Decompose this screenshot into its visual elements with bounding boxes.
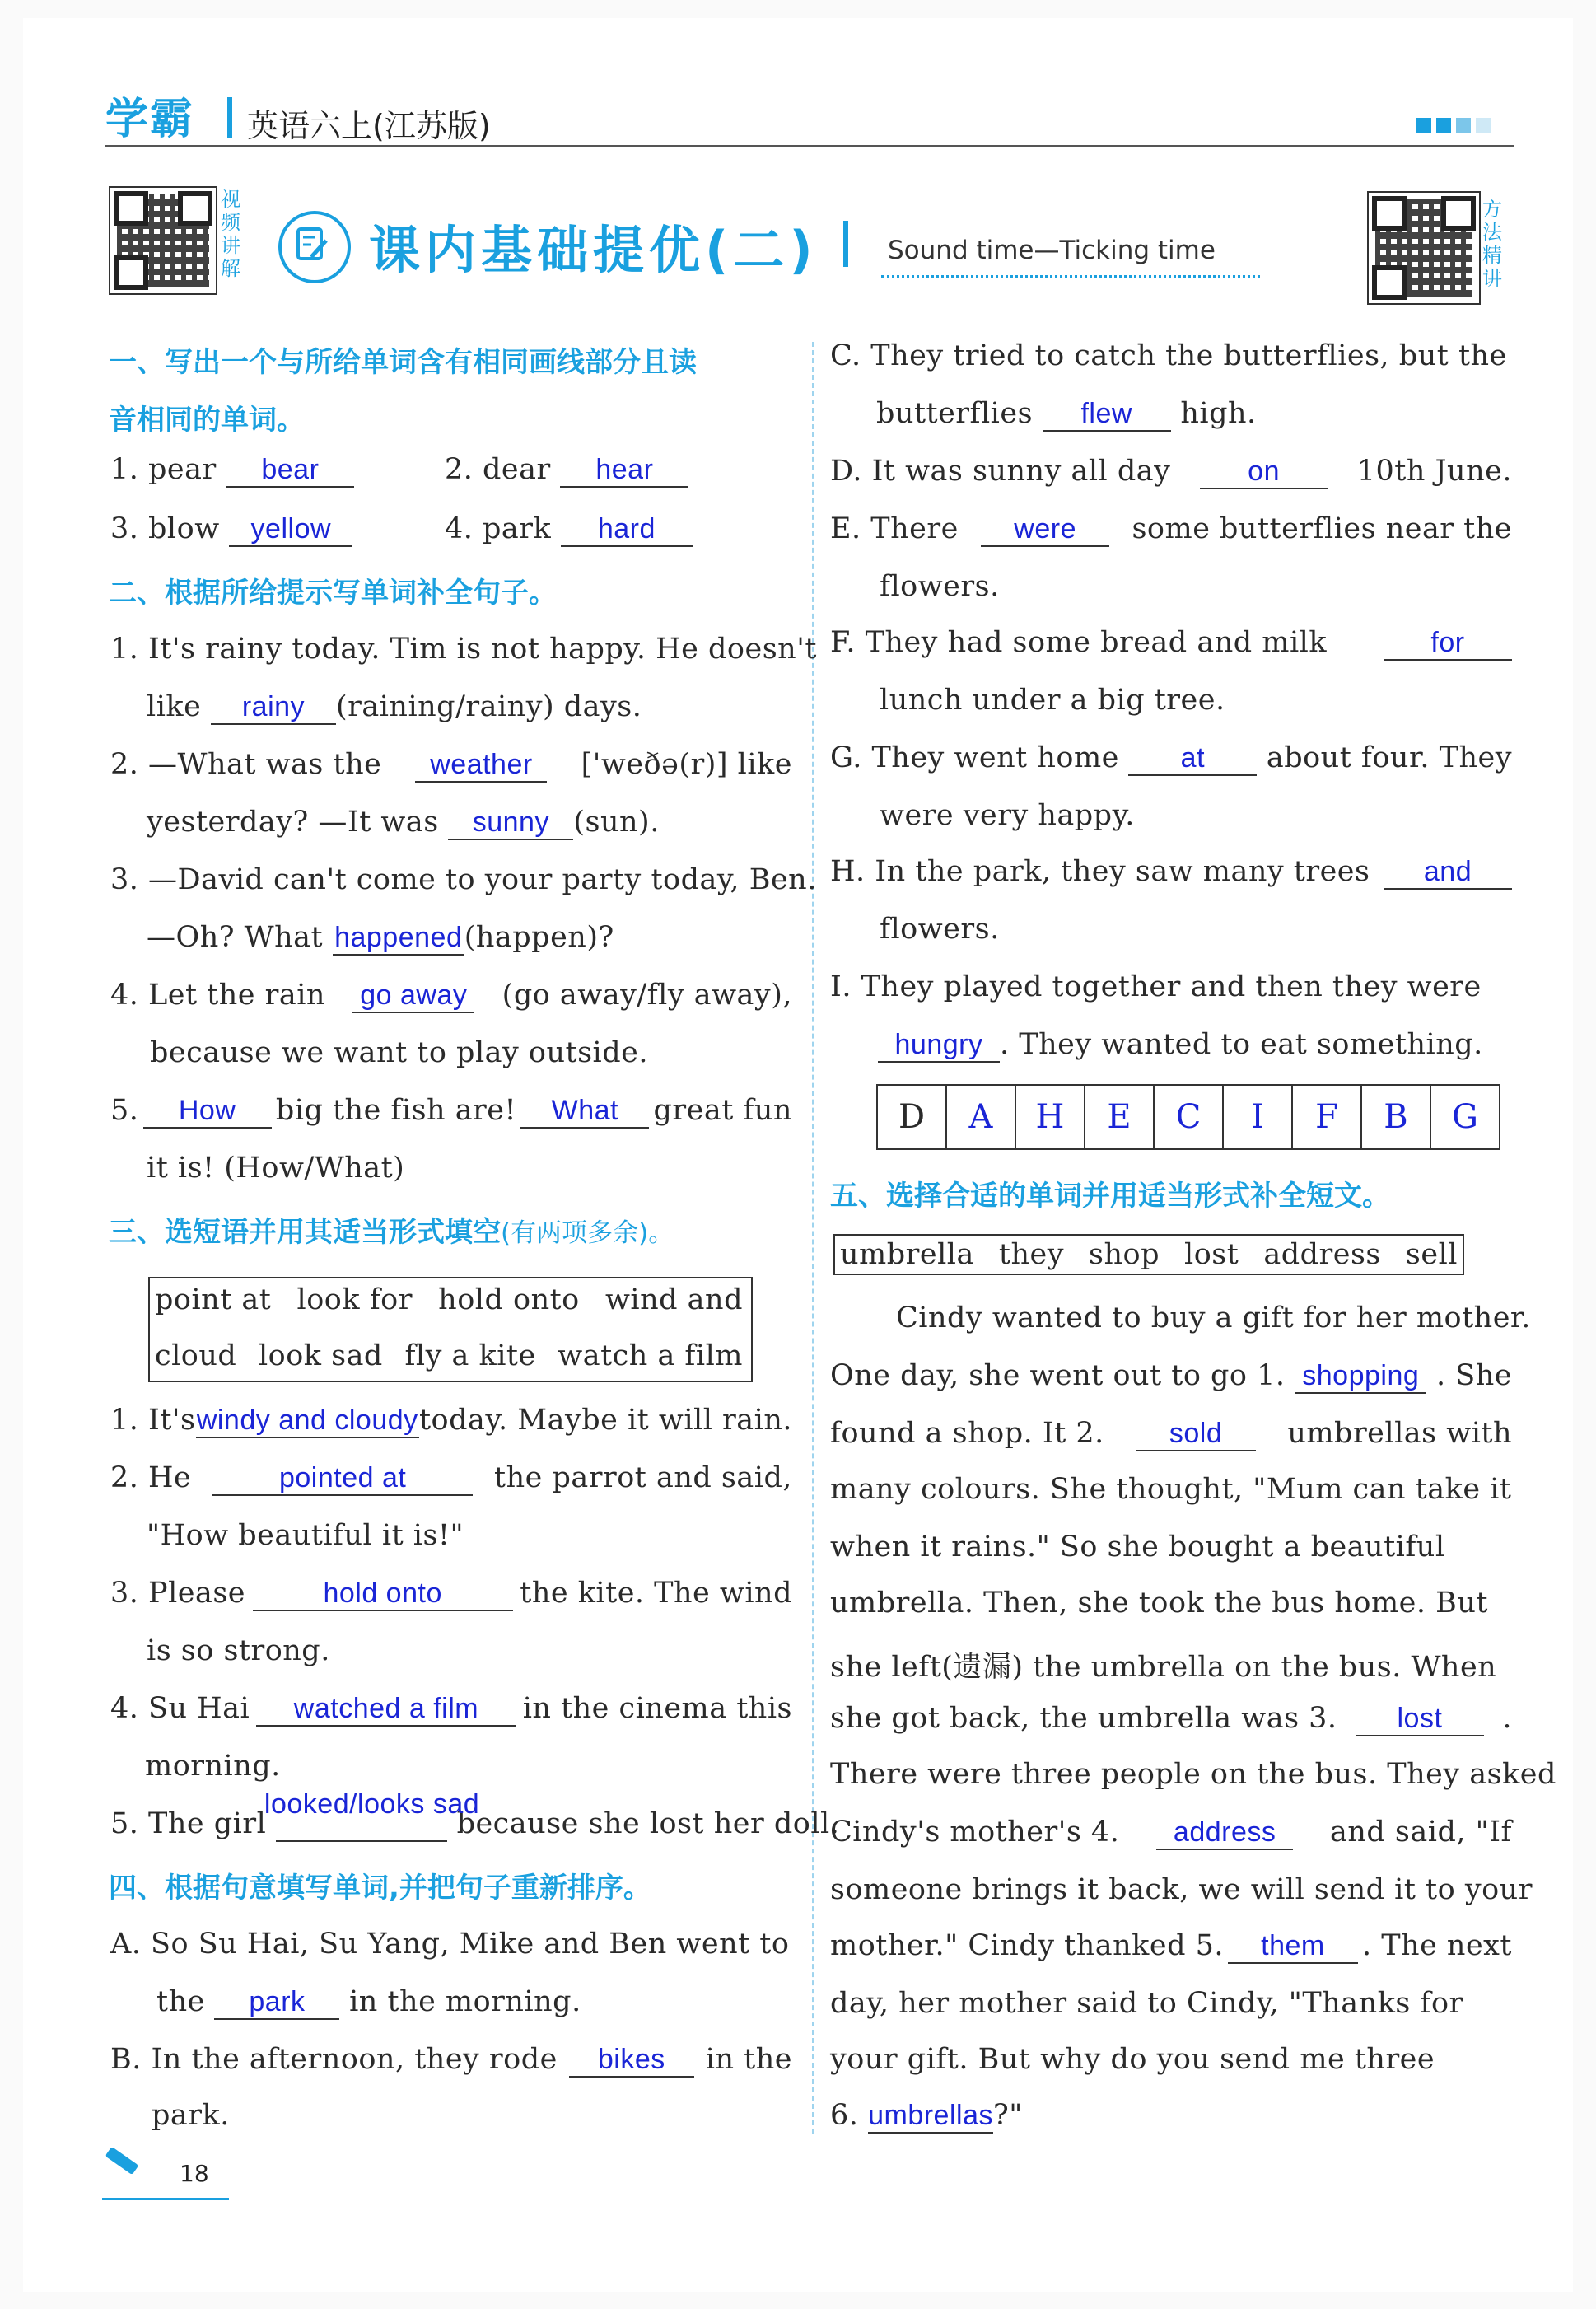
passage-line: when it rains." So she bought a beautiful <box>830 1531 1445 1563</box>
s2-q3-line1: 3. —David can't come to your party today, Ben. <box>110 863 817 896</box>
passage-line: umbrella. Then, she took the bus home. But <box>830 1587 1488 1620</box>
section-5-title: 五、选择合适的单词并用适当形式补全短文。 <box>830 1180 1390 1213</box>
answer-blank[interactable]: hold onto <box>253 1577 513 1611</box>
lesson-title: 课内基础提优(二) <box>369 220 818 280</box>
header-square-icon <box>1456 118 1471 133</box>
passage-line: 6. umbrellas?" <box>830 2099 1023 2132</box>
answer-blank[interactable]: and <box>1384 855 1512 890</box>
order-cell[interactable]: G <box>1430 1086 1499 1148</box>
s4-G-line2: were very happy. <box>880 799 1135 832</box>
title-dotted-line <box>881 275 1260 278</box>
s3-q2-line2: "How beautiful it is!" <box>147 1519 464 1552</box>
header-square-icon <box>1416 118 1431 133</box>
s4-H-line1: H. In the park, they saw many trees and <box>830 855 1512 890</box>
answer-blank[interactable]: hard <box>561 512 693 547</box>
s2-q3-line2: —Oh? What happened(happen)? <box>147 921 614 954</box>
s3-q2: 2. He pointed at the parrot and said, <box>110 1461 792 1494</box>
s2-q5-line2: it is! (How/What) <box>147 1152 405 1185</box>
answer-blank[interactable]: bikes <box>569 2043 694 2078</box>
order-cell[interactable]: F <box>1291 1086 1360 1148</box>
answer-blank[interactable]: sunny <box>448 806 573 840</box>
passage-line: your gift. But why do you send me three <box>830 2043 1435 2076</box>
title-divider <box>843 221 848 267</box>
word-box: umbrella they shop lost address sell <box>833 1234 1464 1275</box>
qr-label-right: 方法精讲 <box>1482 198 1502 290</box>
s3-q1: 1. It's windy and cloudy today. Maybe it will rain. <box>110 1404 792 1437</box>
answer-blank[interactable]: flew <box>1043 397 1171 432</box>
s3-q3-line2: is so strong. <box>147 1634 330 1667</box>
s2-q1-line2: like rainy (raining/rainy) days. <box>147 690 642 723</box>
book-title: 英语六上(江苏版) <box>247 108 491 144</box>
answer-blank[interactable]: lost <box>1356 1702 1484 1736</box>
footer-rule <box>102 2198 229 2200</box>
answer-blank[interactable]: bear <box>226 453 354 488</box>
passage-line: found a shop. It 2. sold umbrellas with <box>830 1417 1512 1450</box>
order-answer-box <box>876 1084 1500 1150</box>
qr-code-right[interactable] <box>1367 191 1481 305</box>
s4-A-line2: the park in the morning. <box>156 1985 581 2018</box>
answer-blank[interactable]: were <box>981 512 1109 547</box>
phrase-row: point at look for hold onto wind and <box>155 1283 743 1316</box>
passage-line: many colours. She thought, "Mum can take it <box>830 1473 1512 1506</box>
s1-q1: 1. pear bear <box>110 453 354 488</box>
section-4-title: 四、根据句意填写单词,并把句子重新排序。 <box>109 1872 651 1905</box>
passage-line: she left(遗漏) the umbrella on the bus. When <box>830 1651 1497 1684</box>
s4-C-line2: butterflies flew high. <box>876 397 1257 430</box>
header-square-icon <box>1476 118 1491 133</box>
answer-blank[interactable]: How <box>143 1094 272 1129</box>
page-number: 18 <box>180 2160 209 2187</box>
passage-line: she got back, the umbrella was 3. lost . <box>830 1702 1512 1735</box>
passage-line: There were three people on the bus. They asked <box>830 1758 1556 1791</box>
answer-blank[interactable]: park <box>214 1985 339 2020</box>
answer-blank[interactable]: them <box>1228 1929 1358 1964</box>
s4-G-line1: G. They went home at about four. They <box>830 741 1512 774</box>
section-1-title: 一、写出一个与所给单词含有相同画线部分且读 <box>109 346 697 379</box>
s3-q4: 4. Su Hai watched a film in the cinema this <box>110 1692 792 1725</box>
order-cell[interactable]: C <box>1153 1086 1222 1148</box>
answer-blank[interactable]: umbrellas <box>868 2099 993 2134</box>
answer-blank[interactable]: on <box>1200 455 1328 489</box>
passage-line: someone brings it back, we will send it to your <box>830 1873 1533 1906</box>
edit-icon <box>278 211 351 283</box>
answer-blank[interactable]: happened <box>333 921 464 956</box>
s1-q2: 2. dear hear <box>445 453 688 488</box>
passage-line: Cindy wanted to buy a gift for her mother. <box>896 1302 1531 1334</box>
s4-B-line1: B. In the afternoon, they rode bikes in the <box>110 2043 792 2076</box>
s2-q4-line1: 4. Let the rain go away (go away/fly away), <box>110 979 792 1012</box>
passage-line: One day, she went out to go 1. shopping . She <box>830 1359 1512 1392</box>
section-3-title: 三、选短语并用其适当形式填空(有两项多余)。 <box>109 1216 674 1249</box>
answer-blank[interactable]: yellow <box>229 512 352 547</box>
s2-q2-line1: 2. —What was the weather ['weðə(r)] like <box>110 748 792 781</box>
header-square-icon <box>1436 118 1451 133</box>
order-cell[interactable]: E <box>1084 1086 1153 1148</box>
section-1-title-cont: 音相同的单词。 <box>109 404 305 437</box>
answer-blank[interactable]: What <box>520 1094 649 1129</box>
s4-E-line2: flowers. <box>880 570 1000 603</box>
s4-H-line2: flowers. <box>880 913 1000 946</box>
brand-logo: 学霸 <box>105 95 195 144</box>
s4-C-line1: C. They tried to catch the butterflies, but the <box>830 339 1507 372</box>
answer-blank[interactable]: weather <box>415 748 547 783</box>
answer-blank[interactable]: go away <box>352 979 474 1013</box>
order-cell[interactable]: H <box>1015 1086 1084 1148</box>
answer-blank[interactable]: address <box>1156 1816 1293 1850</box>
answer-blank[interactable]: hungry <box>878 1028 1000 1063</box>
section-2-title: 二、根据所给提示写单词补全句子。 <box>109 577 557 610</box>
header-divider <box>227 97 232 138</box>
qr-code-left[interactable] <box>109 186 217 295</box>
s3-q3: 3. Please hold onto the kite. The wind <box>110 1577 792 1610</box>
answer-blank[interactable]: rainy <box>211 690 336 725</box>
s4-I-line2: hungry . They wanted to eat something. <box>878 1028 1483 1063</box>
answer-blank[interactable]: pointed at <box>212 1461 473 1496</box>
answer-blank[interactable]: for <box>1384 626 1512 661</box>
answer-blank[interactable]: hear <box>560 453 688 488</box>
answer-blank[interactable]: sold <box>1136 1417 1256 1451</box>
order-cell: D <box>898 1098 926 1136</box>
s4-F-line2: lunch under a big tree. <box>880 684 1225 717</box>
answer-blank[interactable]: windy and cloudy <box>196 1404 419 1438</box>
answer-blank[interactable]: shopping <box>1295 1359 1426 1394</box>
s4-A-line1: A. So Su Hai, Su Yang, Mike and Ben went to <box>110 1928 790 1961</box>
phrase-row: cloud look sad fly a kite watch a film <box>155 1339 743 1372</box>
passage-line: Cindy's mother's 4. address and said, "If <box>830 1816 1512 1849</box>
order-cell[interactable]: B <box>1360 1086 1430 1148</box>
answer-blank[interactable]: at <box>1128 741 1257 776</box>
s2-q4-line2: because we want to play outside. <box>150 1036 648 1069</box>
s1-q3: 3. blow yellow <box>110 512 352 547</box>
s2-q2-line2: yesterday? —It was sunny (sun). <box>147 806 660 839</box>
phrase-box <box>148 1277 753 1382</box>
s4-F-line1: F. They had some bread and milk for <box>830 626 1512 661</box>
order-cell[interactable]: A <box>945 1086 1015 1148</box>
header-rule <box>105 145 1514 147</box>
column-divider <box>812 342 814 2134</box>
s3-q5: 5. The girl looked/looks sad because she lost her doll. <box>110 1788 840 1840</box>
order-cell[interactable]: I <box>1222 1086 1291 1148</box>
answer-blank[interactable]: looked/looks sad <box>276 1807 447 1842</box>
lesson-subtitle: Sound time—Ticking time <box>888 236 1216 265</box>
s2-q1-line1: 1. It's rainy today. Tim is not happy. He doesn't <box>110 633 817 666</box>
answer-blank[interactable]: watched a film <box>256 1692 516 1727</box>
s4-D: D. It was sunny all day on 10th June. <box>830 455 1512 488</box>
passage-line: mother." Cindy thanked 5. them . The next <box>830 1929 1512 1962</box>
s4-B-line2: park. <box>152 2099 230 2132</box>
s3-q4-line2: morning. <box>145 1750 281 1783</box>
qr-label-left: 视频讲解 <box>221 188 240 280</box>
s4-I-line1: I. They played together and then they were <box>830 970 1482 1003</box>
s2-q5-line1: 5. How big the fish are! What great fun <box>110 1094 792 1127</box>
passage-line: day, her mother said to Cindy, "Thanks for <box>830 1987 1463 2020</box>
s4-E-line1: E. There were some butterflies near the <box>830 512 1512 545</box>
s1-q4: 4. park hard <box>445 512 693 547</box>
